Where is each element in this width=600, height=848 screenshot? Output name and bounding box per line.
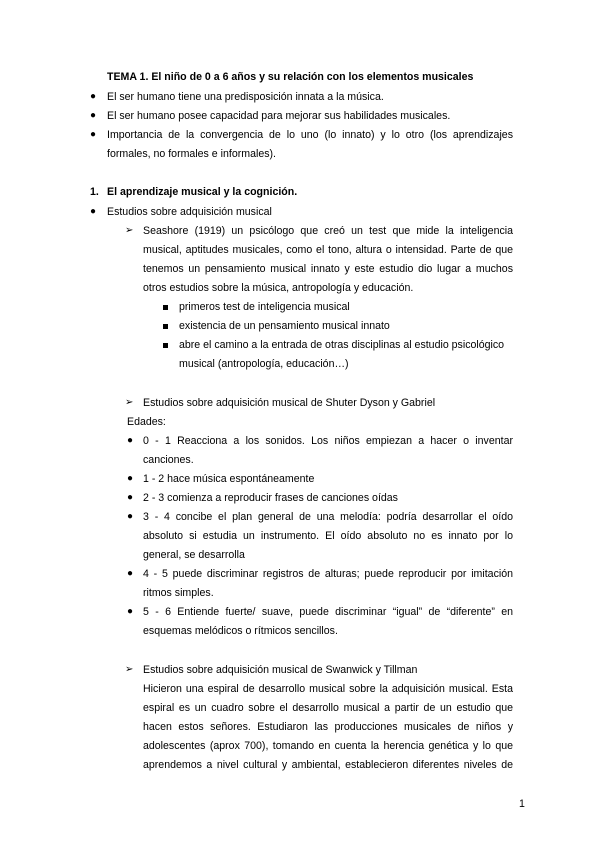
- bullet-icon: ●: [127, 568, 134, 579]
- edades-label: Edades:: [127, 416, 166, 428]
- section-number: 1.: [90, 186, 99, 198]
- edades-line: 0 - 1 Reacciona a los sonidos. Los niños empiezan a hacer o inventar: [143, 435, 513, 447]
- bullet-icon: ●: [127, 606, 134, 617]
- edades-line: 1 - 2 hace música espontáneamente: [143, 473, 315, 485]
- page-title: TEMA 1. El niño de 0 a 6 años y su relación con los elementos musicales: [107, 71, 474, 83]
- edades-line: absoluto si estudia un instrumento. El oído absoluto no es innato por lo: [143, 530, 513, 542]
- edades-line: esquemas melódicos o rítmicos sencillos.: [143, 625, 338, 637]
- square-bullet-icon: [163, 343, 168, 348]
- swanwick-line: hacen estos señores. Estudiaron las producciones musicales de niños y: [143, 721, 513, 733]
- edades-line: 4 - 5 puede discriminar registros de alturas; puede reproducir por imitación: [143, 568, 513, 580]
- intro-line: Importancia de la convergencia de lo uno (lo innato) y lo otro (los aprendizajes: [107, 129, 513, 141]
- swanwick-line: Hicieron una espiral de desarrollo musical sobre la adquisición musical. Esta: [143, 683, 513, 695]
- seashore-line: Seashore (1919) un psicólogo que creó un test que mide la inteligencia: [143, 225, 513, 237]
- bullet-icon: ●: [90, 129, 97, 140]
- edades-line: 3 - 4 concibe el plan general de una melodía: podría desarrollar el oído: [143, 511, 513, 523]
- square-item: primeros test de inteligencia musical: [179, 301, 350, 313]
- bullet-icon: ●: [127, 492, 134, 503]
- section-heading: El aprendizaje musical y la cognición.: [107, 186, 298, 198]
- arrow-bullet-icon: ➢: [125, 397, 134, 408]
- intro-line: formales, no formales e informales).: [107, 148, 276, 160]
- bullet-icon: ●: [90, 206, 97, 217]
- square-item: existencia de un pensamiento musical innato: [179, 320, 390, 332]
- bullet-icon: ●: [127, 473, 134, 484]
- seashore-line: otros estudios sobre la música, antropología y educación.: [143, 282, 414, 294]
- page-number: 1: [519, 798, 525, 810]
- square-item: abre el camino a la entrada de otras disciplinas al estudio psicológico: [179, 339, 505, 351]
- seashore-line: tenemos un pensamiento musical innato y este estudio dio lugar a muchos: [143, 263, 513, 275]
- square-bullet-icon: [163, 324, 168, 329]
- swanwick-line: espiral es un cuadro sobre el desarrollo musical a partir de un estudio que: [143, 702, 513, 714]
- intro-line: El ser humano tiene una predisposición innata a la música.: [107, 91, 384, 103]
- arrow-bullet-icon: ➢: [125, 664, 134, 675]
- edades-line: 5 - 6 Entiende fuerte/ suave, puede discriminar “igual” de “diferente” en: [143, 606, 513, 618]
- swanwick-line: aprendemos a nivel cultural y ambiental, establecieron diferentes niveles de: [143, 759, 513, 771]
- seashore-line: musical, aptitudes musicales, como el tono, altura o intensidad. Parte de que: [143, 244, 513, 256]
- swanwick-line: adolescentes (aprox 700), tomando en cuenta la herencia genética y lo que: [143, 740, 513, 752]
- shuter-heading: Estudios sobre adquisición musical de Shuter Dyson y Gabriel: [143, 397, 436, 409]
- edades-line: general, se desarrolla: [143, 549, 245, 561]
- swanwick-heading: Estudios sobre adquisición musical de Swanwick y Tillman: [143, 664, 418, 676]
- bullet-icon: ●: [90, 110, 97, 121]
- section-bullet: Estudios sobre adquisición musical: [107, 206, 272, 218]
- bullet-icon: ●: [90, 91, 97, 102]
- edades-line: 2 - 3 comienza a reproducir frases de canciones oídas: [143, 492, 398, 504]
- bullet-icon: ●: [127, 511, 134, 522]
- arrow-bullet-icon: ➢: [125, 225, 134, 236]
- square-bullet-icon: [163, 305, 168, 310]
- intro-line: El ser humano posee capacidad para mejorar sus habilidades musicales.: [107, 110, 451, 122]
- edades-line: ritmos simples.: [143, 587, 214, 599]
- edades-line: canciones.: [143, 454, 194, 466]
- bullet-icon: ●: [127, 435, 134, 446]
- square-item: musical (antropología, educación…): [179, 358, 349, 370]
